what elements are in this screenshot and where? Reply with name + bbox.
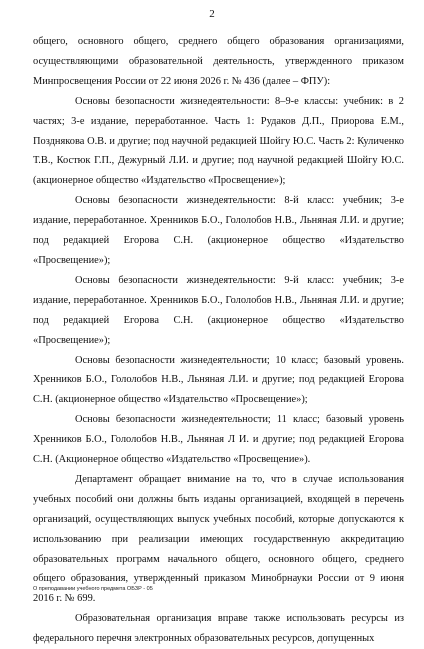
paragraph-textbook-9: Основы безопасности жизнедеятельности: 9-й класс: учебник; 3-е издание, переработанное. Хренников Б.О., Гололобов Н.В., Льняная Л.И. и другие; под редакцией Егорова С.Н. (акционерное общество «Издательство «Просвещение»); bbox=[33, 274, 404, 346]
paragraph-textbook-8-9: Основы безопасности жизнедеятельности: 8–9-е классы: учебник: в 2 частях; 3-е издание, переработанное. Часть 1: Рудаков Д.П., Приорова Е.М., Позднякова О.В. и другие; под научной редакцией Шойгу Ю.С. Часть 2: Куличенко Т.В., Костюк Г.П., Дежурный Л.И. и другие; под научной редакцией Шойгу Ю.С. (акционерное общество «Издательство «Просвещение»); bbox=[33, 95, 404, 187]
paragraph-textbook-8: Основы безопасности жизнедеятельности: 8-й класс: учебник; 3-е издание, переработанное. Хренников Б.О., Гололобов Н.В., Льняная Л.И. и другие; под редакцией Егорова С.Н. (акционерное общество «Издательство «Просвещение»); bbox=[33, 195, 404, 266]
document-body bbox=[33, 32, 404, 649]
paragraph-textbook-10: Основы безопасности жизнедеятельности; 10 класс; базовый уровень. Хренников Б.О., Гололобов Н.В., Льняная Л.И. и другие; под редакцией Егорова С.Н. (акционерное общество «Издательство «Просвещение»); bbox=[33, 354, 404, 406]
paragraph-intro-continuation: общего, основного общего, среднего общего образования организациями, осуществляющими образовательной деятельность, утвержденного приказом Минпросвещения России от 22 июня 2026 г. № 436 (далее – ФПУ): bbox=[33, 36, 404, 87]
paragraph-department-notice: Департамент обращает внимание на то, что в случае использования учебных пособий они должны быть изданы организацией, входящей в перечень организаций, осуществляющих выпуск учебных пособий, которые допускаются к использованию при реализации имеющих государственную аккредитацию образовательных программ начального общего, основного общего, среднего общего образования, утвержденный приказом Минобрнауки России от 9 июня 2016 г. № 699. bbox=[33, 473, 404, 605]
page-footer: О преподавании учебного предмета ОБЗР - 05 bbox=[33, 586, 153, 592]
paragraph-textbook-11: Основы безопасности жизнедеятельности; 11 класс; базовый уровень Хренников Б.О., Гололобов Н.В., Льняная Л И. и другие; под редакцией Егорова С.Н. (Акционерное общество «Издательство «Просвещение»). bbox=[33, 414, 404, 466]
paragraph-electronic-resources: Образовательная организация вправе также использовать ресурсы из федерального перечня электронных образовательных ресурсов, допущенных bbox=[33, 613, 404, 645]
page-number: 2 bbox=[209, 8, 215, 20]
